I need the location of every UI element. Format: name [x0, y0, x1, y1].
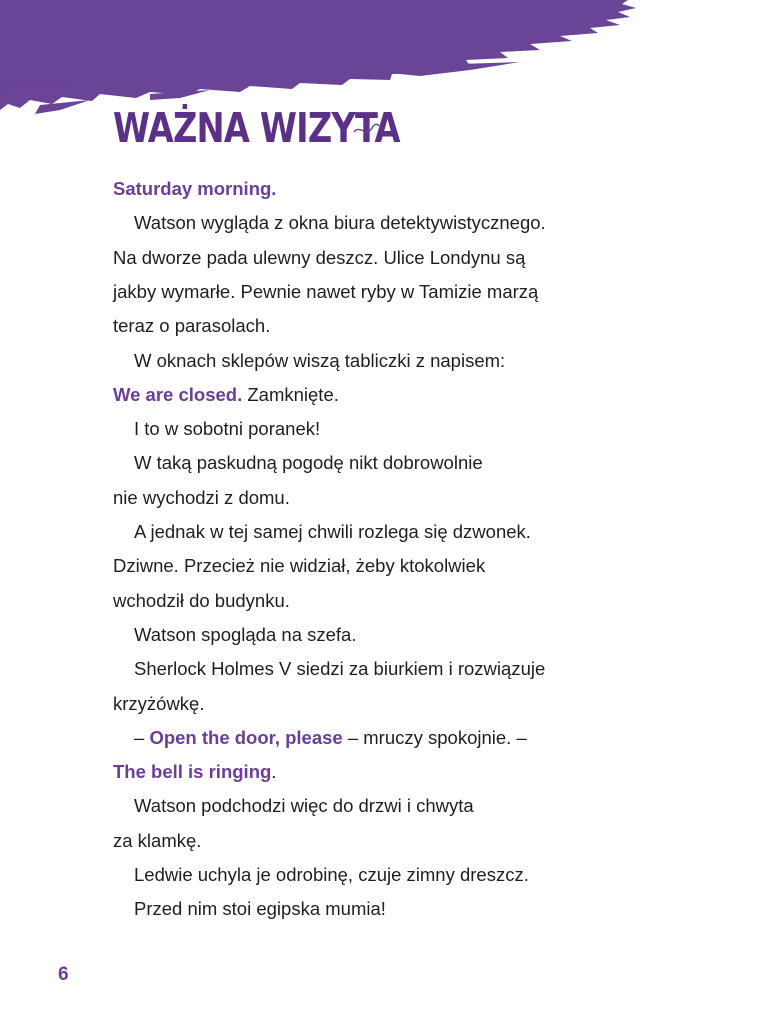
text-segment: krzyżówkę. [113, 692, 205, 714]
text-segment: Watson wygląda z okna biura detektywistycznego. [134, 212, 546, 234]
text-line [134, 726, 527, 750]
text-line [113, 760, 276, 784]
text-segment: Watson podchodzi więc do drzwi i chwyta [134, 795, 474, 817]
english-phrase: Open the door, please [149, 726, 343, 748]
text-line [113, 589, 290, 613]
text-segment: wchodził do budynku. [113, 589, 290, 611]
text-segment: za klamkę. [113, 829, 202, 851]
text-line [134, 349, 505, 373]
text-segment: A jednak w tej samej chwili rozlega się dzwonek. [134, 521, 531, 542]
text-line [113, 383, 339, 407]
text-line [134, 863, 529, 887]
text-segment: teraz o parasolach. [113, 315, 271, 337]
text-segment: – [134, 726, 150, 748]
text-line [113, 314, 270, 338]
text-segment: nie wychodzi z domu. [113, 486, 290, 508]
text-line [134, 657, 545, 681]
text-line [134, 794, 474, 818]
text-line [134, 211, 546, 235]
text-line [113, 692, 205, 716]
english-phrase: Saturday morning. [113, 178, 277, 199]
text-segment: Przed nim stoi egipska mumia! [134, 898, 386, 920]
text-line [113, 280, 538, 304]
text-segment: W taką paskudną pogodę nikt dobrowolnie [134, 452, 483, 474]
page-number: 6 [58, 964, 69, 985]
text-line [113, 486, 290, 510]
text-line [113, 554, 485, 578]
english-phrase: The bell is ringing [113, 761, 272, 783]
text-line [134, 520, 531, 544]
text-line [113, 829, 201, 853]
text-segment: Na dworze pada ulewny deszcz. Ulice Londynu są [113, 246, 526, 268]
text-line [134, 623, 356, 647]
text-segment: . [271, 761, 277, 783]
text-segment: – mruczy spokojnie. – [342, 726, 527, 748]
chapter-title: WAŻNA WIZYTA [113, 104, 400, 152]
text-segment: Sherlock Holmes V siedzi za biurkiem i rozwiązuje [134, 658, 546, 680]
text-line [113, 177, 276, 201]
text-line [134, 417, 320, 441]
text-line [113, 246, 525, 270]
text-segment: W oknach sklepów wiszą tabliczki z napisem: [134, 349, 506, 371]
text-segment: I to w sobotni poranek! [134, 418, 321, 440]
text-line [134, 897, 386, 921]
text-segment: Watson spogląda na szefa. [134, 623, 357, 645]
text-segment: Dziwne. Przecież nie widział, żeby ktokolwiek [113, 555, 486, 577]
text-segment: Ledwie uchyla je odrobinę, czuje zimny dreszcz. [134, 864, 529, 885]
text-line [134, 451, 483, 475]
text-segment: jakby wymarłe. Pewnie nawet ryby w Tamizie marzą [113, 280, 539, 302]
text-segment: Zamknięte. [242, 383, 339, 405]
english-phrase: We are closed. [113, 383, 243, 405]
